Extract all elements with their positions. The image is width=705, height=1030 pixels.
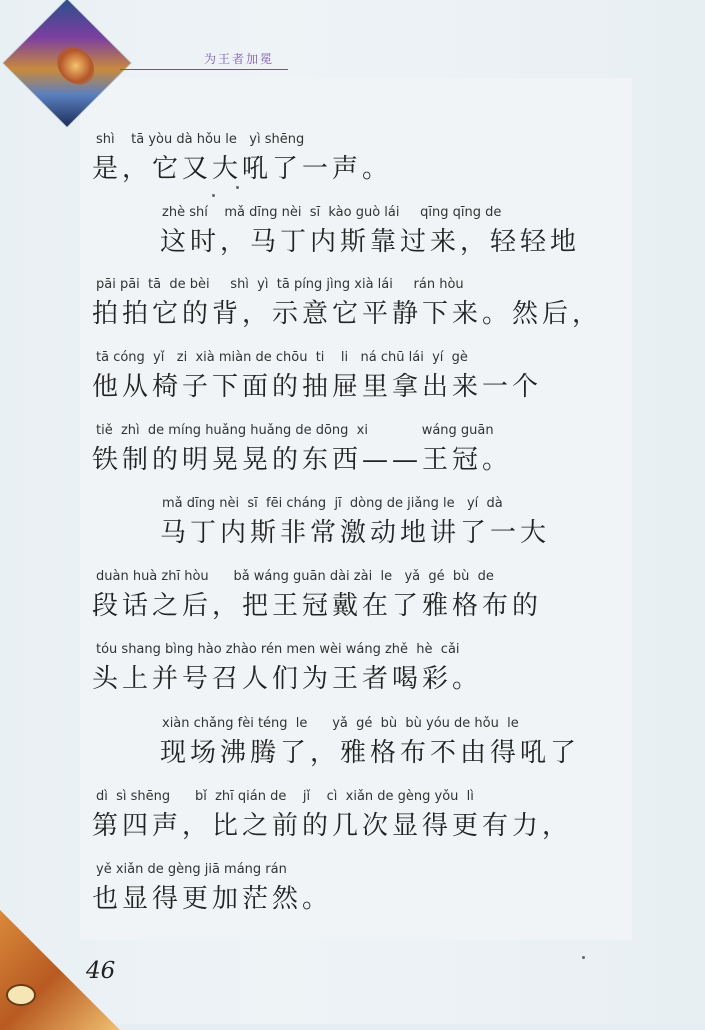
running-head: 为王者加冕 (204, 52, 275, 66)
pinyin-row: duàn huà zhī hòu bǎ wáng guān dài zài le yǎ gé bù de (96, 569, 494, 584)
print-speck (236, 186, 239, 189)
pinyin-row: yě xiǎn de gèng jiā máng rán (96, 862, 287, 877)
text-line (0, 569, 705, 629)
hanzi-row: 拍拍它的背，示意它平静下来。然后， (92, 299, 603, 329)
text-line (0, 496, 705, 556)
print-speck (212, 194, 215, 197)
text-line (0, 423, 705, 483)
header-rule (120, 69, 288, 70)
pinyin-row: dì sì shēng bǐ zhī qián de jǐ cì xiǎn de gèng yǒu lì (96, 789, 474, 804)
text-line (0, 350, 705, 410)
text-line (0, 132, 705, 192)
hanzi-row: 是，它又大吼了一声。 (92, 154, 393, 184)
hanzi-row: 铁制的明晃晃的东西——王冠。 (92, 445, 513, 475)
hanzi-row: 他从椅子下面的抽屉里拿出来一个 (92, 372, 543, 402)
pinyin-row: tiě zhì de míng huǎng huǎng de dōng xi wáng guān (96, 423, 494, 438)
pinyin-row: shì tā yòu dà hǒu le yì shēng (96, 132, 305, 147)
pinyin-row: pāi pāi tā de bèi shì yì tā píng jìng xià lái rán hòu (96, 277, 464, 292)
text-line (0, 205, 705, 265)
pinyin-row: xiàn chǎng fèi téng le yǎ gé bù bù yóu de hǒu le (162, 716, 519, 731)
hanzi-row: 也显得更加茫然。 (92, 884, 333, 914)
print-speck (582, 956, 585, 959)
hanzi-row: 马丁内斯非常激动地讲了一大 (160, 518, 551, 548)
hanzi-row: 这时，马丁内斯靠过来，轻轻地 (160, 227, 581, 257)
pinyin-row: tā cóng yǐ zi xià miàn de chōu ti li ná chū lái yí gè (96, 350, 468, 365)
text-line (0, 277, 705, 337)
text-line (0, 789, 705, 849)
page-number: 46 (86, 958, 116, 984)
hanzi-row: 现场沸腾了，雅格布不由得吼了 (160, 738, 581, 768)
pinyin-row: mǎ dīng nèi sī fēi cháng jī dòng de jiǎng le yí dà (162, 496, 503, 511)
hanzi-row: 第四声，比之前的几次显得更有力， (92, 811, 573, 841)
pinyin-row: tóu shang bìng hào zhào rén men wèi wáng zhě hè cǎi (96, 642, 460, 657)
text-line (0, 642, 705, 702)
hanzi-row: 头上并号召人们为王者喝彩。 (92, 664, 483, 694)
text-line (0, 716, 705, 776)
hanzi-row: 段话之后，把王冠戴在了雅格布的 (92, 591, 543, 621)
text-line (0, 862, 705, 922)
pinyin-row: zhè shí mǎ dīng nèi sī kào guò lái qīng qīng de (162, 205, 502, 220)
